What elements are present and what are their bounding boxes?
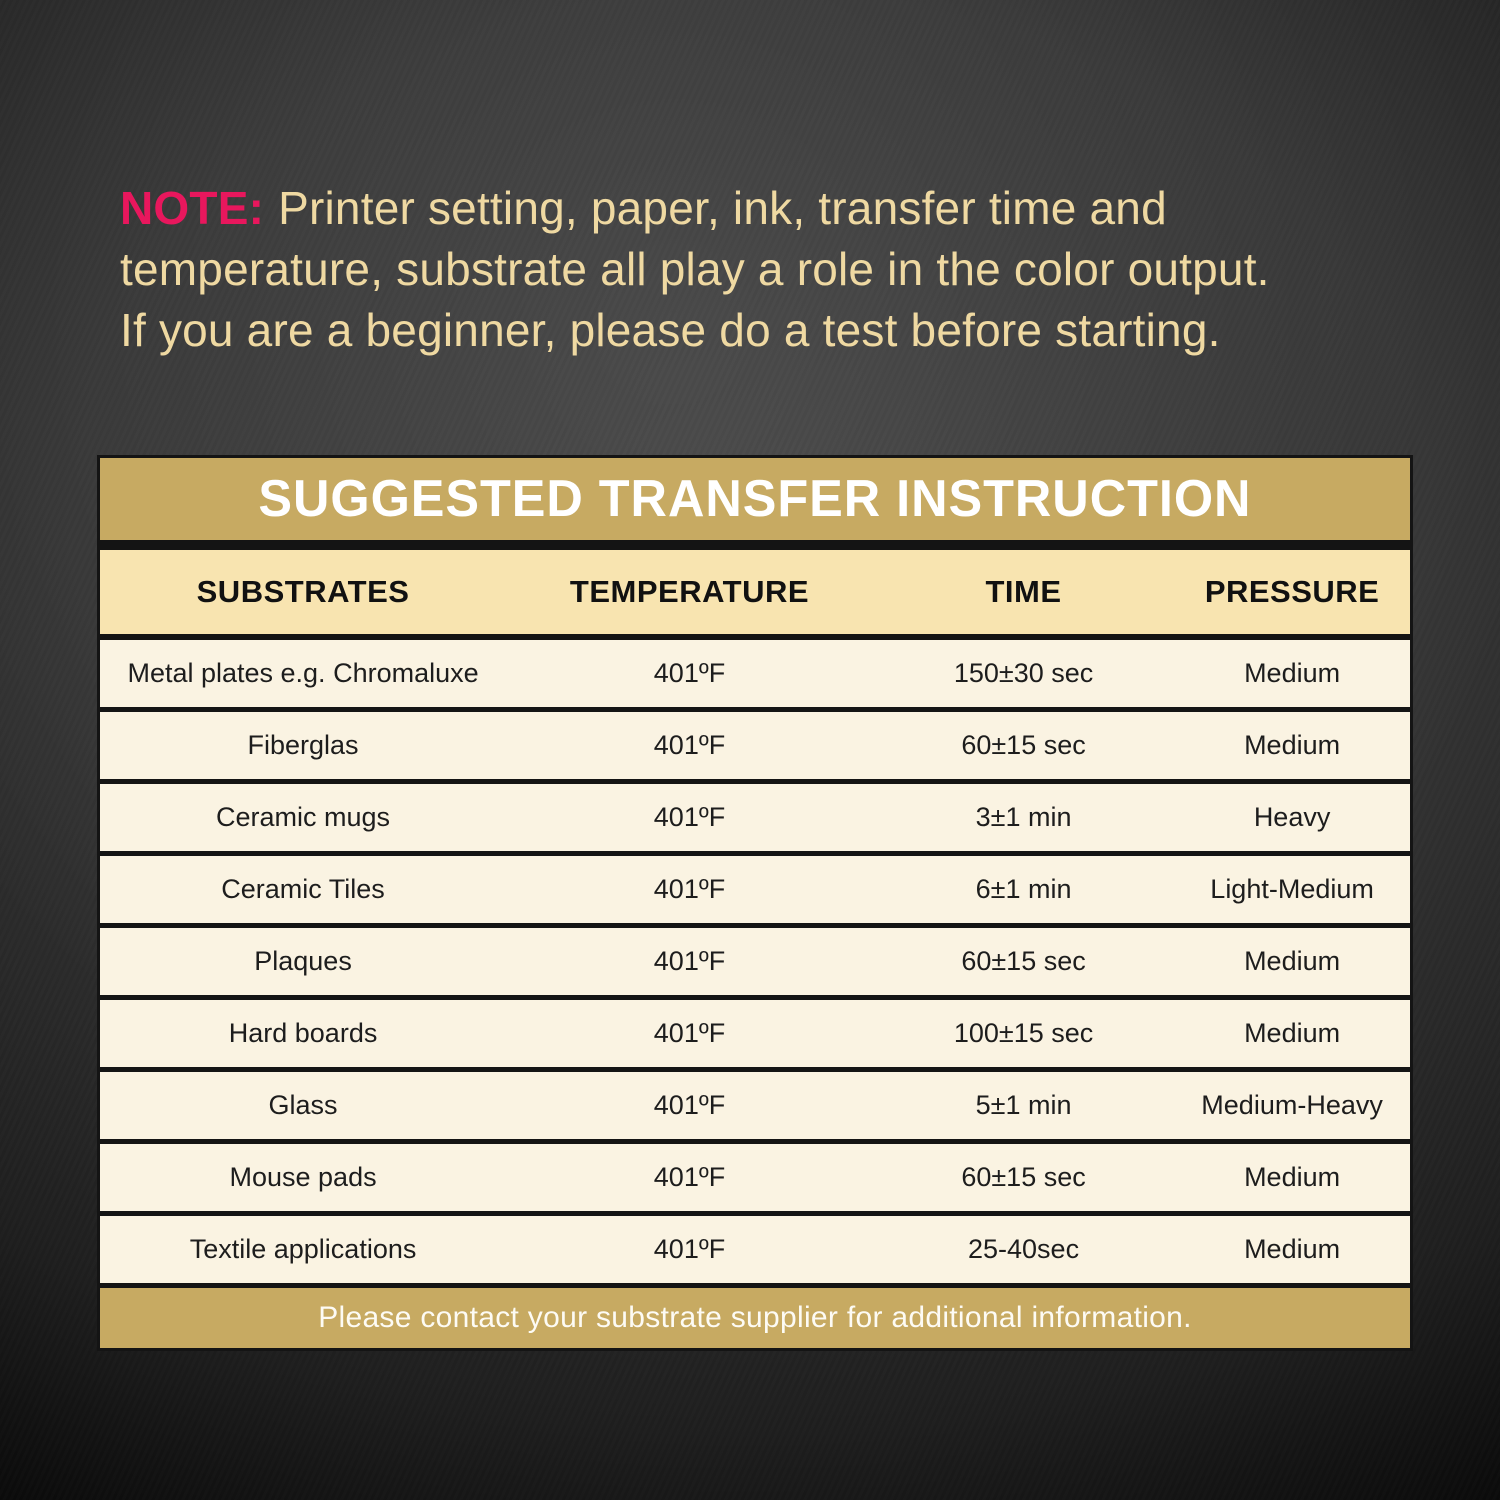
substrate-cell: Glass bbox=[268, 1090, 338, 1120]
time-cell: 25-40sec bbox=[968, 1234, 1080, 1264]
temperature-cell: 401ºF bbox=[653, 658, 726, 688]
temperature-cell: 401ºF bbox=[653, 1234, 726, 1264]
table-title-bar bbox=[100, 458, 1410, 540]
time-cell: 150±30 sec bbox=[953, 658, 1094, 688]
table-footer-bar bbox=[100, 1288, 1410, 1348]
pressure-cell: Medium bbox=[1244, 946, 1341, 976]
substrate-cell: Hard boards bbox=[228, 1018, 378, 1048]
time-cell: 6±1 min bbox=[975, 874, 1072, 904]
pressure-cell: Medium bbox=[1244, 658, 1341, 688]
table-row bbox=[100, 712, 1410, 779]
table-row bbox=[100, 1000, 1410, 1067]
pressure-cell: Medium-Heavy bbox=[1201, 1090, 1383, 1120]
table-row bbox=[100, 1144, 1410, 1211]
time-cell: 3±1 min bbox=[975, 802, 1072, 832]
substrate-cell: Ceramic Tiles bbox=[221, 874, 385, 904]
time-cell: 5±1 min bbox=[975, 1090, 1072, 1120]
table-row bbox=[100, 856, 1410, 923]
table-header-row bbox=[100, 550, 1410, 634]
temperature-cell: 401ºF bbox=[653, 802, 726, 832]
table-row bbox=[100, 640, 1410, 707]
note-line-2: temperature, substrate all play a role in the color output. bbox=[120, 243, 1270, 295]
pressure-cell: Heavy bbox=[1253, 802, 1331, 832]
table-row bbox=[100, 1072, 1410, 1139]
time-cell: 60±15 sec bbox=[961, 730, 1086, 760]
temperature-cell: 401ºF bbox=[653, 1018, 726, 1048]
temperature-cell: 401ºF bbox=[653, 1162, 726, 1192]
substrate-cell: Metal plates e.g. Chromaluxe bbox=[127, 658, 479, 688]
table-row bbox=[100, 928, 1410, 995]
note-line-1: Printer setting, paper, ink, transfer time and bbox=[278, 182, 1167, 234]
table-title: SUGGESTED TRANSFER INSTRUCTION bbox=[258, 470, 1252, 528]
column-header-substrates: SUBSTRATES bbox=[196, 574, 410, 609]
substrate-cell: Ceramic mugs bbox=[216, 802, 391, 832]
temperature-cell: 401ºF bbox=[653, 730, 726, 760]
column-header-time: TIME bbox=[985, 574, 1062, 609]
substrate-cell: Mouse pads bbox=[229, 1162, 377, 1192]
substrate-cell: Plaques bbox=[254, 946, 352, 976]
transfer-instruction-table bbox=[97, 455, 1413, 1351]
table-row bbox=[100, 784, 1410, 851]
column-header-temperature: TEMPERATURE bbox=[569, 574, 810, 609]
note-label: NOTE: bbox=[120, 182, 265, 234]
temperature-cell: 401ºF bbox=[653, 874, 726, 904]
pressure-cell: Light-Medium bbox=[1210, 874, 1374, 904]
temperature-cell: 401ºF bbox=[653, 946, 726, 976]
note-line-3: If you are a beginner, please do a test before starting. bbox=[120, 304, 1221, 356]
note-paragraph bbox=[120, 178, 1480, 361]
pressure-cell: Medium bbox=[1244, 1018, 1341, 1048]
time-cell: 60±15 sec bbox=[961, 1162, 1086, 1192]
footer-note: Please contact your substrate supplier for additional information. bbox=[318, 1301, 1192, 1334]
column-header-pressure: PRESSURE bbox=[1204, 574, 1380, 609]
pressure-cell: Medium bbox=[1244, 730, 1341, 760]
time-cell: 100±15 sec bbox=[953, 1018, 1094, 1048]
time-cell: 60±15 sec bbox=[961, 946, 1086, 976]
substrate-cell: Textile applications bbox=[189, 1234, 417, 1264]
substrate-cell: Fiberglas bbox=[247, 730, 359, 760]
table-row bbox=[100, 1216, 1410, 1283]
pressure-cell: Medium bbox=[1244, 1234, 1341, 1264]
temperature-cell: 401ºF bbox=[653, 1090, 726, 1120]
pressure-cell: Medium bbox=[1244, 1162, 1341, 1192]
